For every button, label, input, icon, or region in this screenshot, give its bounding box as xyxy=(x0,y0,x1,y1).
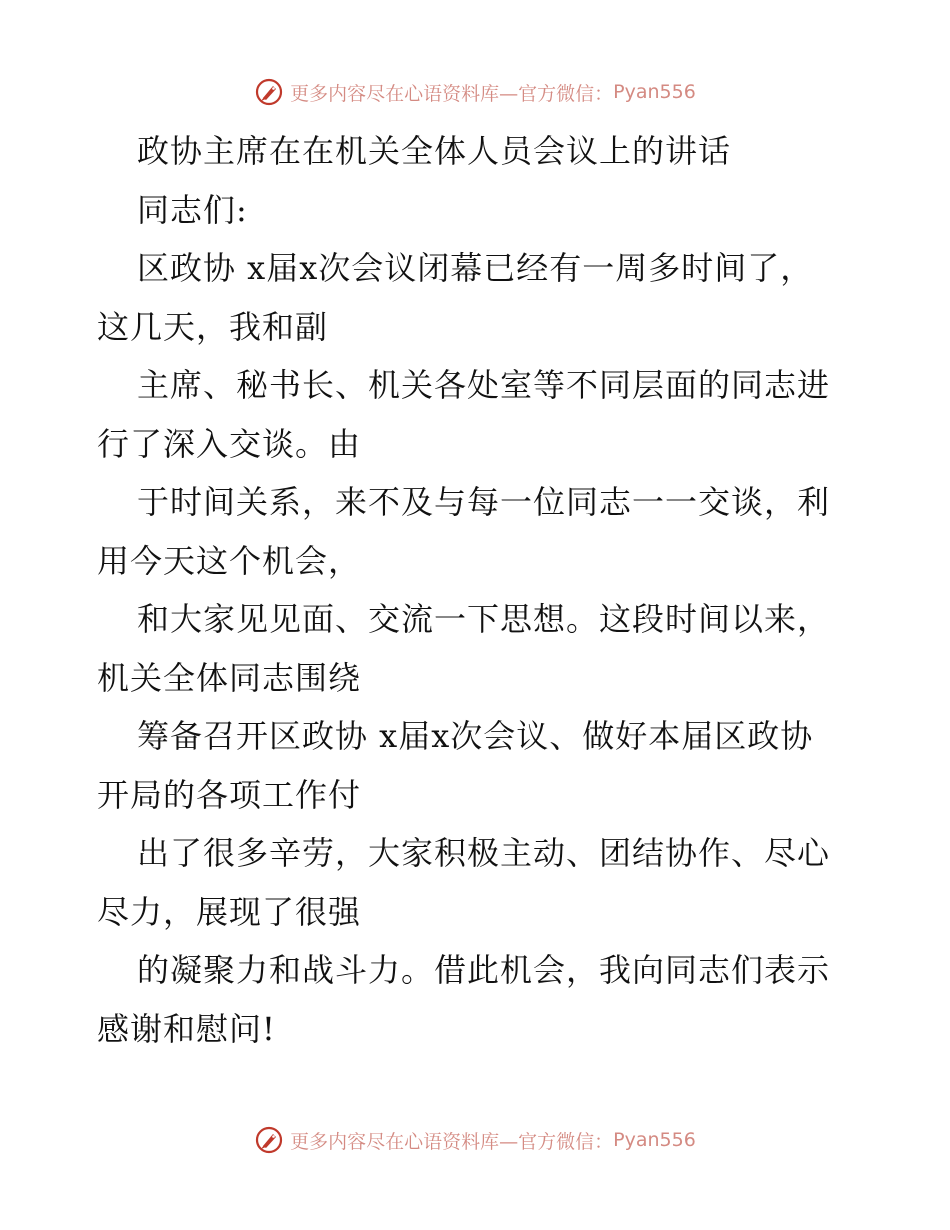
document-body xyxy=(97,122,857,1058)
paragraph-line: 筹备召开区政协 x届x次会议、做好本届区政协 xyxy=(137,717,814,755)
paragraph-line: 这几天，我和副 xyxy=(97,307,329,346)
paragraph-line: 区政协 x届x次会议闭幕已经有一周多时间了， xyxy=(137,249,814,287)
paragraph-line: 开局的各项工作付 xyxy=(97,775,362,814)
paragraph-line: 感谢和慰问! xyxy=(97,1009,276,1048)
paragraph-line: 行了深入交谈。由 xyxy=(97,424,362,463)
footer-watermark xyxy=(0,1120,950,1160)
paragraph-line: 同志们: xyxy=(137,190,248,229)
watermark-wechat-id: Pyan556 xyxy=(613,81,696,103)
pen-nib-logo-icon xyxy=(254,1125,284,1155)
pen-nib-logo-icon xyxy=(254,77,284,107)
paragraph-line: 机关全体同志围绕 xyxy=(97,658,362,697)
document-title: 政协主席在在机关全体人员会议上的讲话 xyxy=(137,132,732,170)
watermark-text: 更多内容尽在心语资料库—官方微信： xyxy=(290,82,614,105)
paragraph-line: 主席、秘书长、机关各处室等不同层面的同志进 xyxy=(137,366,831,404)
header-watermark xyxy=(0,72,950,112)
paragraph-line: 用今天这个机会， xyxy=(97,541,362,580)
paragraph-line: 于时间关系，来不及与每一位同志一一交谈，利 xyxy=(137,483,831,521)
paragraph-line: 尽力，展现了很强 xyxy=(97,892,362,931)
watermark-wechat-id: Pyan556 xyxy=(613,1129,696,1151)
paragraph-line: 和大家见见面、交流一下思想。这段时间以来， xyxy=(137,600,831,638)
paragraph-line: 的凝聚力和战斗力。借此机会，我向同志们表示 xyxy=(137,951,831,989)
watermark-text: 更多内容尽在心语资料库—官方微信： xyxy=(290,1130,614,1153)
paragraph-line: 出了很多辛劳，大家积极主动、团结协作、尽心 xyxy=(137,834,831,872)
